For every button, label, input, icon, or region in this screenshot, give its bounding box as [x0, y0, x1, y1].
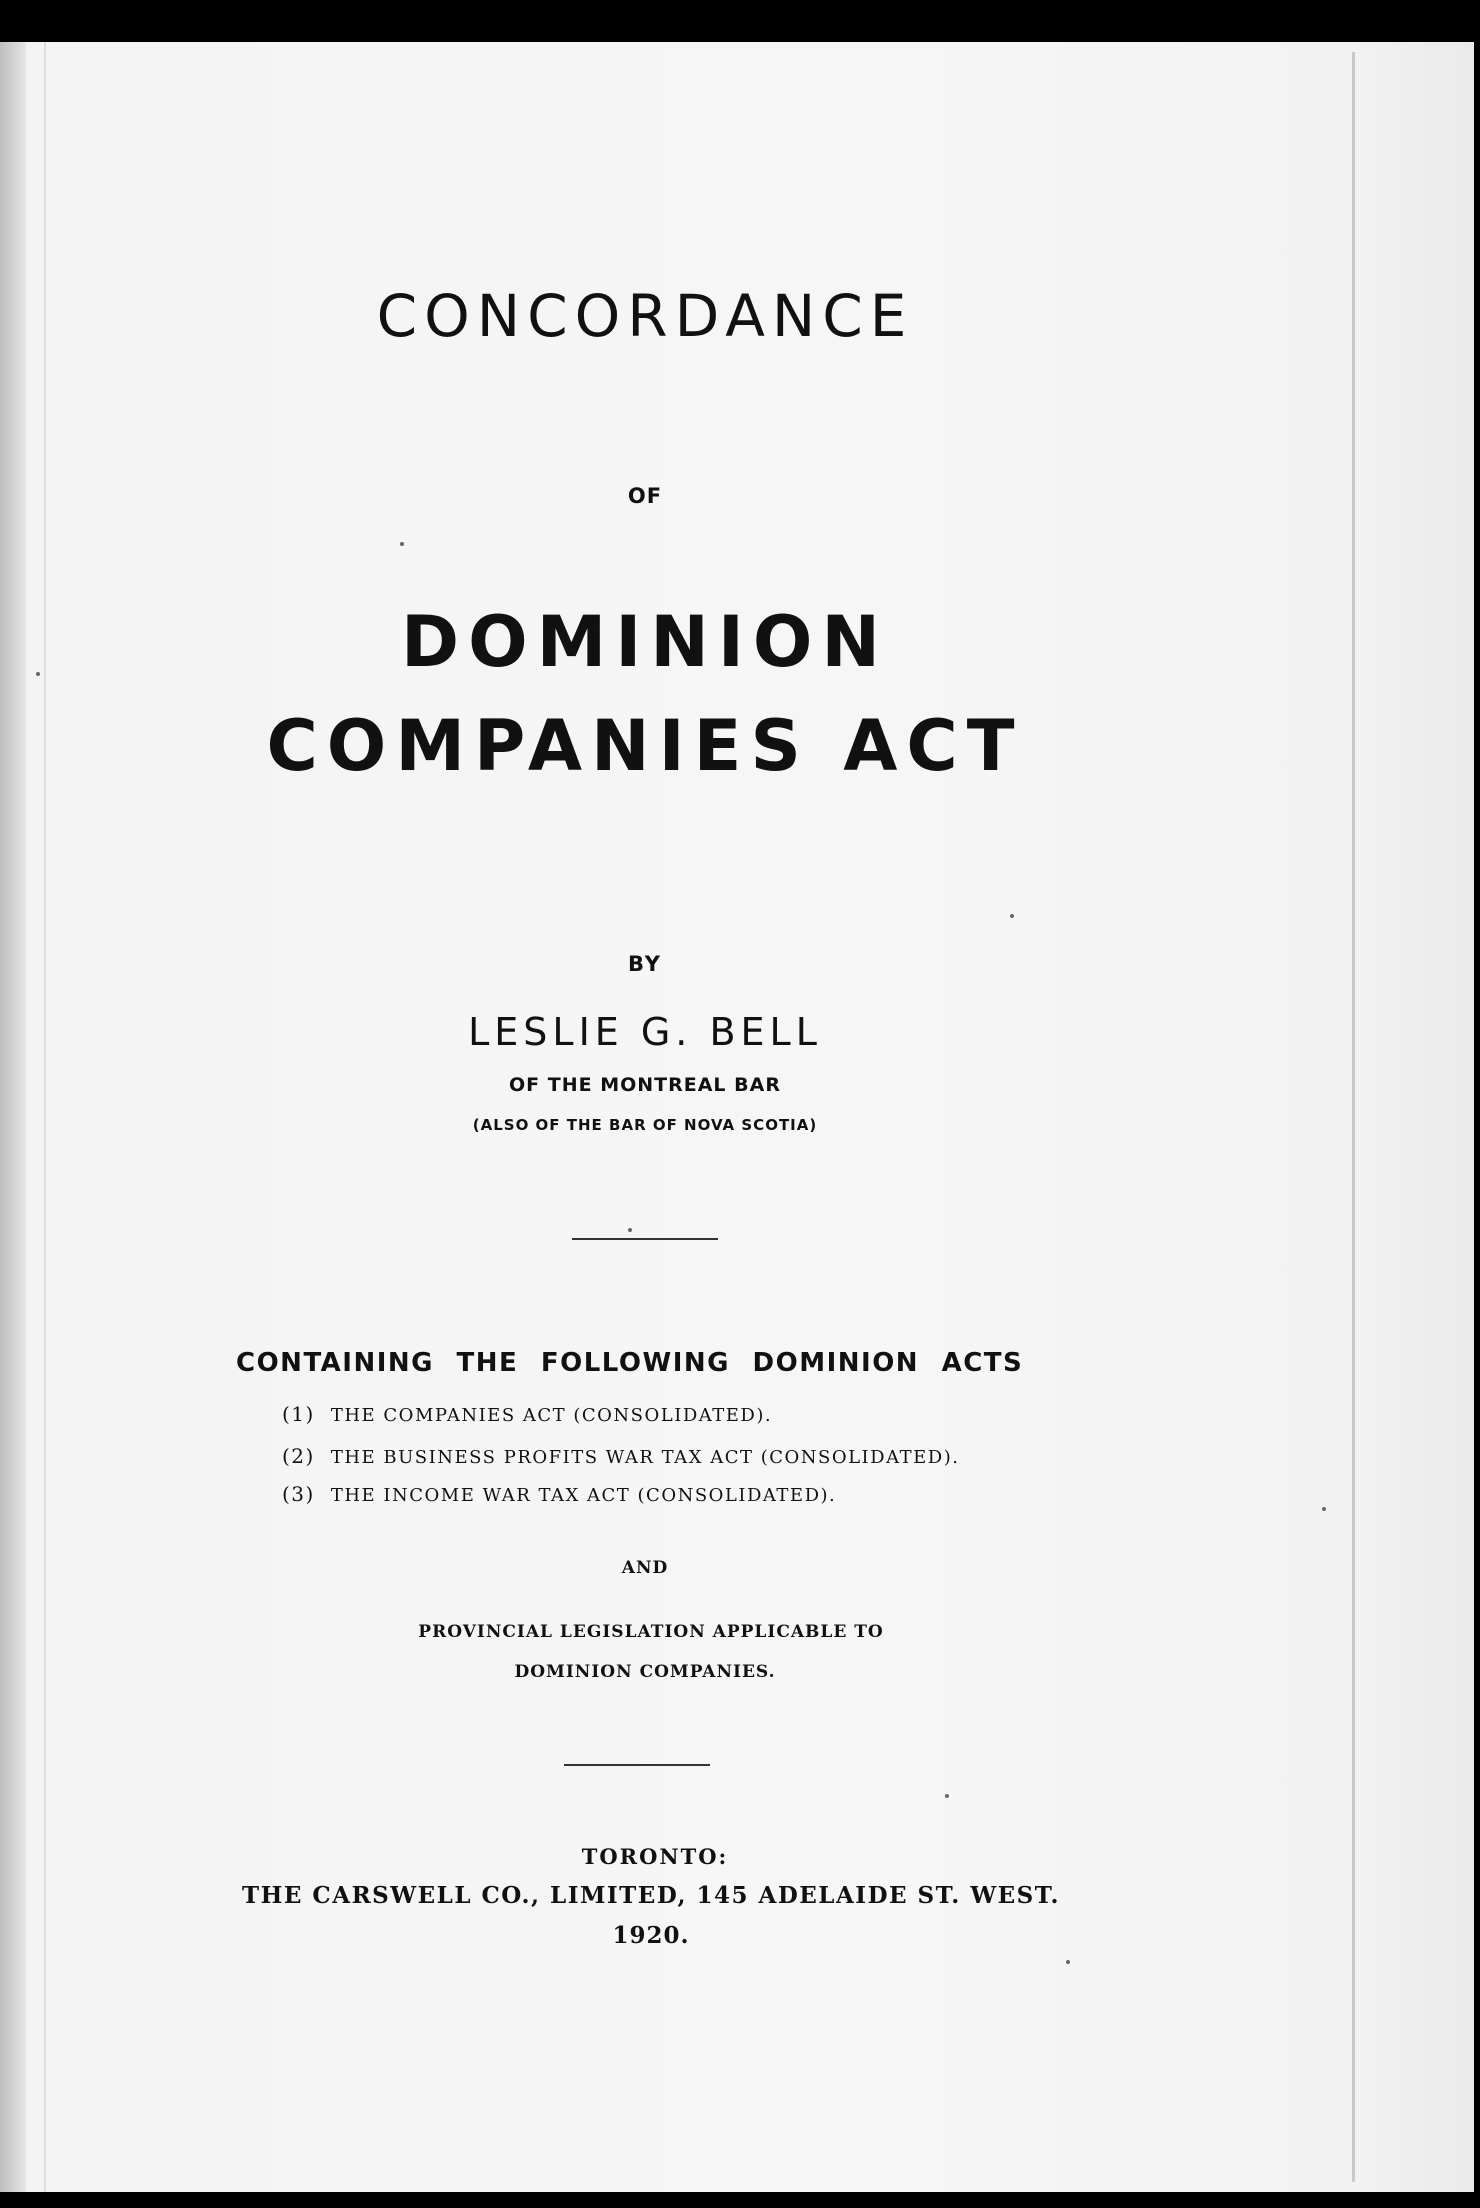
imprint-year: 1920.: [612, 1922, 690, 1949]
divider-rule: [572, 1238, 718, 1240]
act-item: [282, 1444, 959, 1468]
act-number: (1): [282, 1402, 315, 1426]
paper-speck: [1010, 914, 1014, 918]
divider-rule: [564, 1764, 710, 1766]
and-label: AND: [621, 1558, 669, 1578]
act-title: THE COMPANIES ACT (CONSOLIDATED).: [330, 1405, 773, 1426]
title-of: OF: [627, 484, 663, 508]
title-line-1: CONCORDANCE: [376, 282, 914, 350]
act-title: THE BUSINESS PROFITS WAR TAX ACT (CONSOLIDATED).: [330, 1447, 960, 1468]
paper-speck: [1322, 1507, 1326, 1511]
act-item: [282, 1482, 959, 1506]
author-affiliation: OF THE MONTREAL BAR: [509, 1074, 781, 1096]
act-item: [282, 1402, 959, 1426]
page-fold-line: [1352, 52, 1355, 2182]
act-title: THE INCOME WAR TAX ACT (CONSOLIDATED).: [330, 1485, 837, 1506]
title-line-2: DOMINION: [400, 601, 890, 683]
author-affiliation-note: (ALSO OF THE BAR OF NOVA SCOTIA): [472, 1116, 818, 1134]
imprint-city: TORONTO:: [581, 1844, 729, 1869]
title-page: [0, 42, 1474, 2192]
author-name: LESLIE G. BELL: [468, 1010, 822, 1054]
title-line-3: COMPANIES ACT: [266, 705, 1024, 787]
act-number: (3): [282, 1482, 315, 1506]
paper-speck: [945, 1794, 949, 1798]
acts-list: [282, 1402, 959, 1524]
provincial-line-1: PROVINCIAL LEGISLATION APPLICABLE TO: [418, 1622, 884, 1642]
imprint-publisher: THE CARSWELL CO., LIMITED, 145 ADELAIDE ST. WEST.: [242, 1882, 1060, 1909]
act-number: (2): [282, 1444, 315, 1468]
paper-speck: [1066, 1960, 1070, 1964]
provincial-line-2: DOMINION COMPANIES.: [514, 1662, 776, 1682]
by-label: BY: [627, 952, 663, 976]
paper-speck: [400, 542, 404, 546]
contents-heading: CONTAINING THE FOLLOWING DOMINION ACTS: [236, 1348, 1024, 1378]
paper-speck: [628, 1228, 632, 1232]
